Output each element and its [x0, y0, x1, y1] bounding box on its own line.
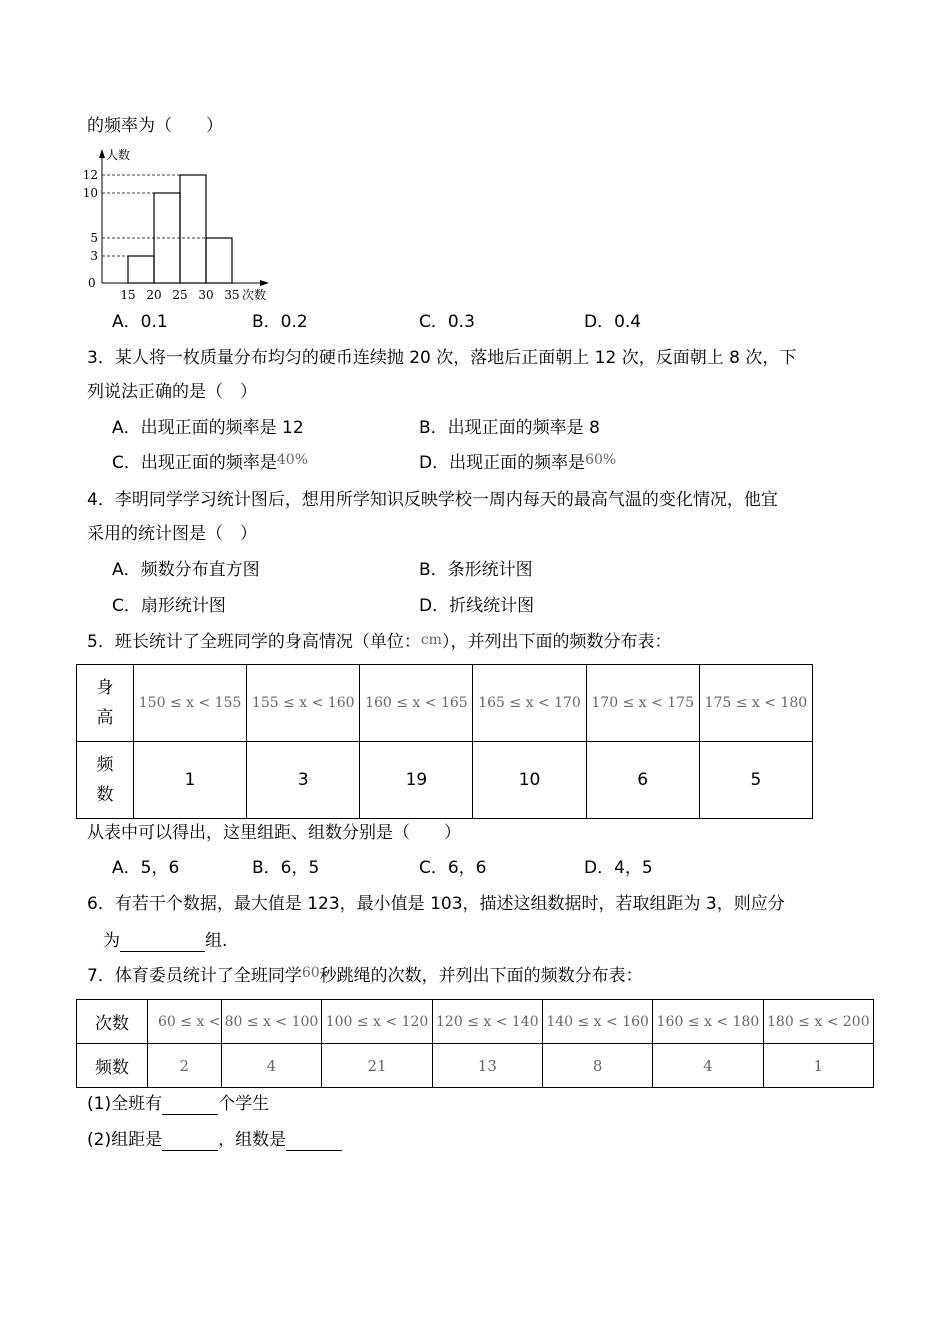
q4-stem-line2: 采用的统计图是（ ） [87, 524, 257, 544]
q5-range-cell: 155 ≤ x < 160 [247, 665, 360, 742]
q3-option-a[interactable]: A．出现正面的频率是 12 [112, 418, 304, 438]
q7-sub1: (1)全班有 个学生 [87, 1094, 270, 1114]
q5-range-cell: 150 ≤ x < 155 [134, 665, 247, 742]
q2-option-b[interactable]: B．0.2 [252, 312, 308, 332]
q7-count-cell: 4 [653, 1044, 763, 1088]
x-axis-label: 次数 [242, 288, 267, 302]
q5-count-cell: 6 [586, 742, 699, 819]
q4-option-d[interactable]: D．折线统计图 [419, 596, 535, 616]
q2-option-c[interactable]: C．0.3 [419, 312, 475, 332]
q5-range-cell: 160 ≤ x < 165 [360, 665, 473, 742]
q7-range-cell: 100 ≤ x < 120 [322, 1000, 432, 1044]
q3-option-c[interactable] [112, 452, 308, 475]
q7-count-cell: 4 [221, 1044, 322, 1088]
q3-option-c-text: C．出现正面的频率是 [112, 453, 277, 473]
q7-sub2-blank-1[interactable] [162, 1132, 218, 1151]
q7-frequency-table [76, 999, 874, 1088]
q5-range-cell: 170 ≤ x < 175 [586, 665, 699, 742]
q5-option-c[interactable]: C．6，6 [419, 858, 487, 878]
q7-range-cell: 120 ≤ x < 140 [432, 1000, 542, 1044]
q7-stem [87, 965, 643, 988]
q5-stem-post: ），并列出下面的频数分布表： [441, 632, 672, 652]
q2-stem-tail: 的频率为（ ） [87, 116, 223, 136]
q7-count-cell: 8 [542, 1044, 652, 1088]
q3-option-d[interactable] [419, 452, 616, 475]
q5-count-cell: 3 [247, 742, 360, 819]
q5-range-cell: 175 ≤ x < 180 [699, 665, 812, 742]
q5-stem-pre: 5．班长统计了全班同学的身高情况（单位： [87, 632, 421, 652]
q5-count-cell: 10 [473, 742, 586, 819]
x-tick-label: 20 [146, 288, 162, 302]
q7-range-cell: 60 ≤ x < [148, 1000, 222, 1044]
q4-stem-line1: 4．李明同学学习统计图后，想用所学知识反映学校一周内每天的最高气温的变化情况，他宜 [87, 490, 778, 510]
q4-option-a[interactable]: A．频数分布直方图 [112, 560, 260, 580]
x-tick-label: 15 [120, 288, 136, 302]
q3-option-b[interactable]: B．出现正面的频率是 8 [419, 418, 600, 438]
y-tick-label: 5 [90, 231, 98, 245]
y-axis-label: 人数 [106, 148, 131, 162]
q5-option-d[interactable]: D．4，5 [584, 858, 653, 878]
q3-option-c-math: 40% [276, 452, 308, 468]
histogram-bar [206, 238, 232, 283]
q5-after-table: 从表中可以得出，这里组距、组数分别是（ ） [87, 823, 461, 843]
q7-range-cell: 180 ≤ x < 200 [763, 1000, 873, 1044]
histogram-chart [80, 140, 280, 305]
y-tick-label: 12 [82, 168, 98, 182]
q7-range-cell: 140 ≤ x < 160 [542, 1000, 652, 1044]
q3-option-d-text: D．出现正面的频率是 [419, 453, 586, 473]
q5-count-cell: 5 [699, 742, 812, 819]
q5-option-b[interactable]: B．6，5 [252, 858, 320, 878]
q3-option-d-math: 60% [585, 452, 617, 468]
y-tick-label: 3 [90, 249, 98, 263]
q5-unit: cm [420, 632, 442, 648]
histogram-bar [180, 175, 206, 283]
origin-label: 0 [88, 276, 96, 290]
q2-option-d[interactable]: D．0.4 [584, 312, 642, 332]
q6-stem-line1: 6．有若干个数据，最大值是 123，最小值是 103，描述这组数据时，若取组距为 3，则应分 [87, 894, 785, 914]
q5-frequency-table [76, 664, 813, 819]
q5-header-frequency: 频 数 [77, 742, 134, 819]
y-tick-label: 10 [82, 186, 98, 200]
q7-stem-post: 秒跳绳的次数，并列出下面的频数分布表： [319, 966, 643, 986]
q7-header-count: 次数 [77, 1000, 148, 1044]
q5-stem [87, 631, 671, 654]
q4-option-c[interactable]: C．扇形统计图 [112, 596, 226, 616]
x-axis-arrow-icon [260, 280, 269, 286]
q7-sub1-blank[interactable] [162, 1096, 218, 1115]
q3-stem-line1: 3．某人将一枚质量分布均匀的硬币连续抛 20 次，落地后正面朝上 12 次，反面朝上 8 次，下 [87, 348, 797, 368]
q7-count-cell: 21 [322, 1044, 432, 1088]
q7-count-cell: 1 [763, 1044, 873, 1088]
q2-option-a[interactable]: A．0.1 [112, 312, 168, 332]
y-axis-arrow-icon [99, 149, 105, 158]
q5-header-height: 身 高 [77, 665, 134, 742]
q7-range-cell: 80 ≤ x < 100 [221, 1000, 322, 1044]
q5-range-cell: 165 ≤ x < 170 [473, 665, 586, 742]
x-tick-label: 30 [198, 288, 214, 302]
q3-stem-line2: 列说法正确的是（ ） [87, 382, 257, 402]
q6-answer-blank[interactable] [120, 933, 205, 952]
q5-count-cell: 19 [360, 742, 473, 819]
q5-option-a[interactable]: A．5，6 [112, 858, 180, 878]
q7-count-cell: 13 [432, 1044, 542, 1088]
x-tick-label: 35 [224, 288, 240, 302]
q7-stem-pre: 7．体育委员统计了全班同学 [87, 966, 302, 986]
x-tick-label: 25 [172, 288, 188, 302]
q7-seconds-math: 60 [301, 965, 320, 981]
q7-count-cell: 2 [148, 1044, 222, 1088]
q5-count-cell: 1 [134, 742, 247, 819]
q7-sub2: (2)组距是 ，组数是 [87, 1129, 342, 1151]
q6-stem-line2: 为 组. [103, 931, 228, 951]
q7-range-cell: 160 ≤ x < 180 [653, 1000, 763, 1044]
q7-header-frequency: 频数 [77, 1044, 148, 1088]
histogram-bar [128, 256, 154, 283]
q7-sub2-blank-2[interactable] [286, 1132, 342, 1151]
q4-option-b[interactable]: B．条形统计图 [419, 560, 533, 580]
